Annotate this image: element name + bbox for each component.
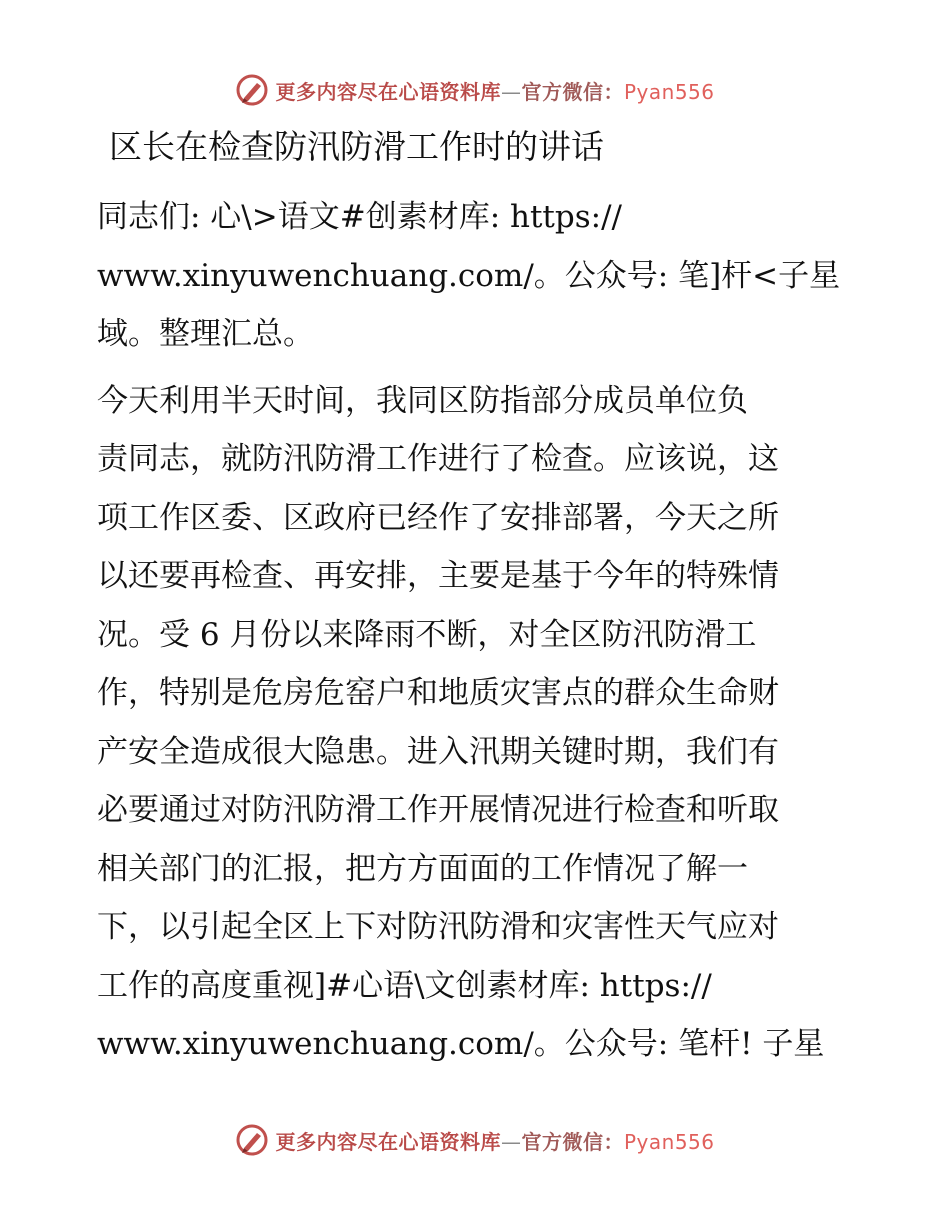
paragraph-main [97, 372, 857, 1074]
paragraph-line: 下，以引起全区上下对防汛防滑和灾害性天气应对 [97, 909, 779, 945]
pen-logo-icon [235, 1123, 269, 1157]
document-body [97, 118, 857, 1074]
paragraph-line: 相关部门的汇报，把方方面面的工作情况了解一 [97, 850, 748, 887]
paragraph-line: 今天利用半天时间，我同区防指部分成员单位负 [97, 382, 748, 419]
paragraph-line: 域。整理汇总。 [97, 316, 314, 352]
watermark-banner-bottom [0, 1120, 950, 1160]
paragraph-line: 责同志，就防汛防滑工作进行了检查。应该说，这 [97, 441, 779, 477]
watermark-account: Pyan556 [623, 79, 715, 104]
paragraph-intro [97, 188, 857, 364]
watermark-separator: — [500, 1129, 522, 1154]
watermark-official-text: 官方微信： [521, 1129, 624, 1154]
paragraph-line: 工作的高度重视]#心语\文创素材库: https:// [97, 967, 712, 1004]
paragraph-line: 作，特别是危房危窑户和地质灾害点的群众生命财 [97, 675, 779, 711]
paragraph-line: 同志们: 心\>语文#创素材库: https:// [97, 199, 622, 235]
watermark-site-text: 更多内容尽在心语资料库 [275, 79, 501, 104]
watermark-account: Pyan556 [623, 1129, 715, 1154]
paragraph-line: www.xinyuwenchuang.com/。公众号: 笔]杆<子星 [97, 257, 841, 294]
paragraph-line: 项工作区委、区政府已经作了安排部署，今天之所 [97, 499, 779, 536]
document-title: 区长在检查防汛防滑工作时的讲话 [109, 127, 604, 166]
paragraph-line: 产安全造成很大隐患。进入汛期关键时期，我们有 [97, 733, 779, 770]
paragraph-line: 况。受 6 月份以来降雨不断，对全区防汛防滑工 [97, 616, 757, 653]
paragraph-line: www.xinyuwenchuang.com/。公众号: 笔杆! 子星 [97, 1026, 825, 1062]
paragraph-line: 必要通过对防汛防滑工作开展情况进行检查和听取 [97, 792, 779, 828]
watermark-site-text: 更多内容尽在心语资料库 [275, 1129, 501, 1154]
pen-logo-icon [235, 73, 269, 107]
paragraph-line: 以还要再检查、再安排，主要是基于今年的特殊情 [97, 558, 779, 594]
watermark-separator: — [500, 79, 522, 104]
watermark-official-text: 官方微信： [521, 79, 624, 104]
watermark-banner-top [0, 70, 950, 110]
